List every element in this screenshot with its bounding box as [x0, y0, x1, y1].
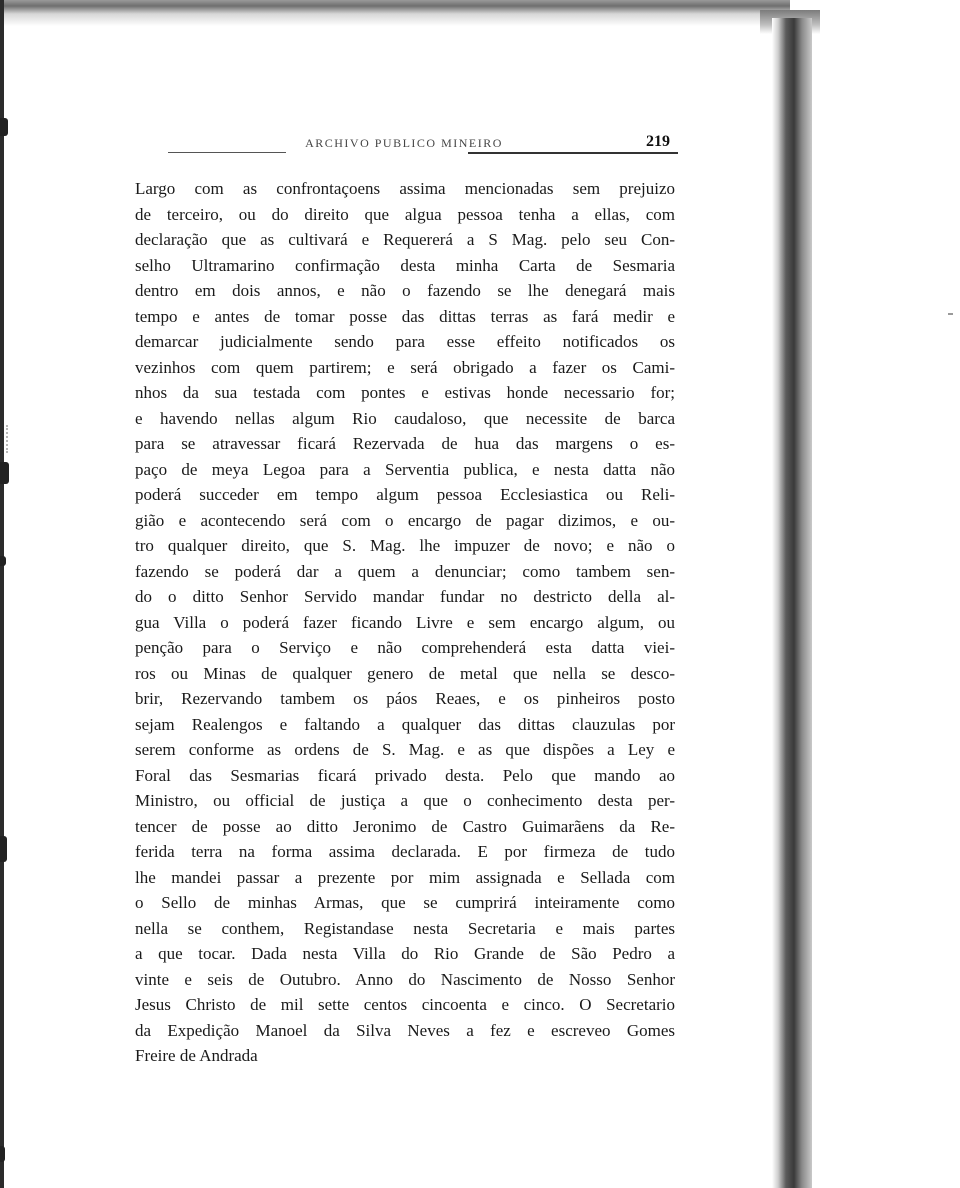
text-line: Ministro, ou official de justiça a que o conhecimento desta per-	[135, 791, 675, 810]
text-line: de terceiro, ou do direito que algua pessoa tenha a ellas, com	[135, 204, 675, 224]
header-rule-left	[168, 152, 286, 153]
text-line: demarcar judicialmente sendo para esse effeito notificados os	[135, 332, 675, 351]
scan-binding-shadow	[772, 18, 812, 1188]
scan-margin-mark	[0, 836, 7, 862]
text-line: declaração que as cultivará e Requererá a S Mag. pelo seu Con-	[135, 230, 675, 249]
scan-left-edge	[0, 0, 4, 1188]
text-line: lhe mandei passar a prezente por mim assignada e Sellada com	[135, 867, 675, 887]
text-line: tempo e antes de tomar posse das dittas terras as fará medir e	[135, 306, 675, 326]
text-line: e havendo nellas algum Rio caudaloso, que necessite de barca	[135, 408, 675, 428]
header-rule-right	[468, 152, 678, 154]
text-line: Jesus Christo de mil sette centos cincoenta e cinco. O Secretario	[135, 995, 675, 1014]
text-line: sejam Realengos e faltando a qualquer das dittas clauzulas por	[135, 714, 675, 734]
text-line: fazendo se poderá dar a quem a denunciar; como tambem sen-	[135, 561, 675, 581]
scan-top-edge	[0, 0, 790, 26]
text-line: do o ditto Senhor Servido mandar fundar no destricto della al-	[135, 587, 675, 606]
scan-margin-mark	[0, 1146, 5, 1162]
text-line: nella se conthem, Registandase nesta Secretaria e mais partes	[135, 918, 675, 938]
text-line: tencer de posse ao ditto Jeronimo de Castro Guimarãens da Re-	[135, 816, 675, 836]
body-text	[135, 176, 675, 1069]
text-line: o Sello de minhas Armas, que se cumprirá inteiramente como	[135, 893, 675, 912]
text-line: gua Villa o poderá fazer ficando Livre e sem encargo algum, ou	[135, 612, 675, 632]
text-line: da Expedição Manoel da Silva Neves a fez e escreveo Gomes	[135, 1020, 675, 1040]
scan-faint-marks	[6, 425, 12, 453]
text-line: nhos da sua testada com pontes e estivas honde necessario for;	[135, 383, 675, 402]
scan-stray-dot	[948, 313, 953, 315]
text-line: Foral das Sesmarias ficará privado desta. Pelo que mando ao	[135, 765, 675, 785]
scan-margin-mark	[0, 556, 6, 566]
scan-margin-mark	[0, 118, 8, 136]
page-number: 219	[646, 133, 670, 150]
text-line: paço de meya Legoa para a Serventia publica, e nesta datta não	[135, 459, 675, 479]
text-line: serem conforme as ordens de S. Mag. e as que dispões a Ley e	[135, 740, 675, 759]
scan-margin-mark	[0, 462, 9, 484]
text-line: penção para o Serviço e não comprehenderá esta datta viei-	[135, 638, 675, 657]
text-line: ros ou Minas de qualquer genero de metal que nella se desco-	[135, 663, 675, 683]
text-line: selho Ultramarino confirmação desta minha Carta de Sesmaria	[135, 255, 675, 275]
text-line: tro qualquer direito, que S. Mag. lhe impuzer de novo; e não o	[135, 536, 675, 555]
text-line: ferida terra na forma assima declarada. E por firmeza de tudo	[135, 842, 675, 861]
text-line: gião e acontecendo será com o encargo de pagar dizimos, e ou-	[135, 510, 675, 530]
text-line: vezinhos com quem partirem; e será obrigado a fazer os Cami-	[135, 357, 675, 377]
text-line: vinte e seis de Outubro. Anno do Nascimento de Nosso Senhor	[135, 969, 675, 989]
text-line: Freire de Andrada	[135, 1046, 258, 1065]
text-line: para se atravessar ficará Rezervada de hua das margens o es-	[135, 434, 675, 453]
text-line: a que tocar. Dada nesta Villa do Rio Grande de São Pedro a	[135, 944, 675, 963]
running-header-title: ARCHIVO PUBLICO MINEIRO	[305, 136, 503, 150]
text-line: Largo com as confrontaçoens assima mencionadas sem prejuizo	[135, 179, 675, 198]
text-line: poderá succeder em tempo algum pessoa Ecclesiastica ou Reli-	[135, 485, 675, 504]
text-line: dentro em dois annos, e não o fazendo se lhe denegará mais	[135, 281, 675, 300]
text-line: brir, Rezervando tambem os páos Reaes, e os pinheiros posto	[135, 689, 675, 708]
